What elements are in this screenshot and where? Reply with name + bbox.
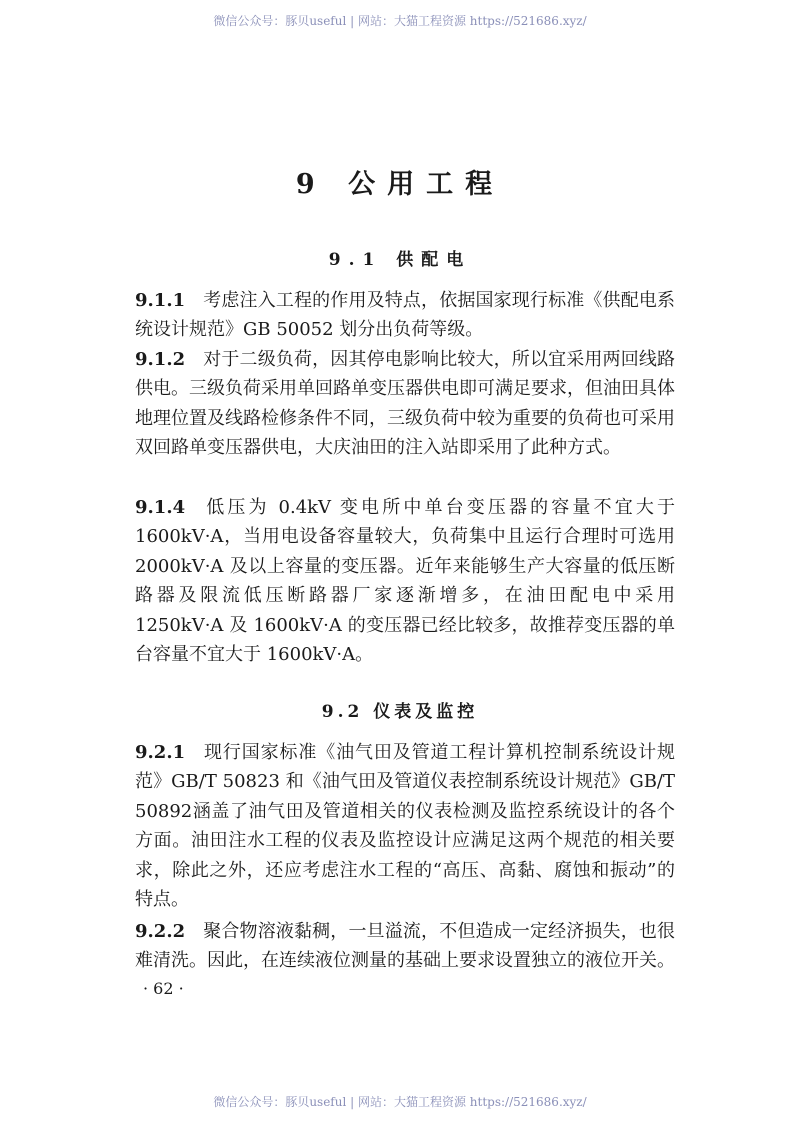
- chapter-title: 9 公用工程: [295, 169, 505, 200]
- clause-number: 9.1.1: [135, 290, 186, 311]
- section-title-9-1: 9.1 供配电: [328, 250, 472, 270]
- page-number: · 62 ·: [143, 979, 184, 998]
- clause-number: 9.1.4: [135, 497, 186, 518]
- clause-text: 聚合物溶液黏稠，一旦溢流，不但造成一定经济损失，也很难清洗。因此，在连续液位测量的基础上要求设置独立的液位开关。: [135, 921, 675, 972]
- clause-text: 低压为 0.4kV 变电所中单台变压器的容量不宜大于 1600kV·A，当用电设备容量较大，负荷集中且运行合理时可选用 2000kV·A 及以上容量的变压器。近年来能够生产大容量的低压断路器及限流低压断路器厂家逐渐增多，在油田配电中采用 1250kV·A 及 1600kV·A 的变压器已经比较多，故推荐变压器的单台容量不宜大于 1600kV·A。: [135, 497, 675, 666]
- clause-9-1-4: [135, 493, 675, 669]
- clause-9-2-1: [135, 738, 675, 914]
- clause-9-1-2: [135, 345, 675, 463]
- clause-9-1-1: [135, 286, 675, 345]
- clause-9-2-2: [135, 917, 675, 976]
- clause-number: 9.2.1: [135, 742, 186, 763]
- watermark-footer: 微信公众号：豚贝useful | 网站：大猫工程资源 https://521686.xyz/: [213, 1095, 587, 1109]
- clause-text: 考虑注入工程的作用及特点，依据国家现行标准《供配电系统设计规范》GB 50052 划分出负荷等级。: [135, 290, 675, 341]
- section-title-9-2: 9.2 仪表及监控: [321, 702, 479, 722]
- clause-text: 对于二级负荷，因其停电影响比较大，所以宜采用两回线路供电。三级负荷采用单回路单变压器供电即可满足要求，但油田具体地理位置及线路检修条件不同，三级负荷中较为重要的负荷也可采用双回路单变压器供电，大庆油田的注入站即采用了此种方式。: [135, 349, 675, 459]
- watermark-header: 微信公众号：豚贝useful | 网站：大猫工程资源 https://521686.xyz/: [213, 14, 587, 28]
- clause-text: 现行国家标准《油气田及管道工程计算机控制系统设计规范》GB/T 50823 和《油气田及管道仪表控制系统设计规范》GB/T 50892涵盖了油气田及管道相关的仪表检测及监控系统设计的各个方面。油田注水工程的仪表及监控设计应满足这两个规范的相关要求，除此之外，还应考虑注水工程的“高压、高黏、腐蚀和振动”的特点。: [135, 742, 675, 911]
- clause-number: 9.1.2: [135, 349, 186, 370]
- clause-number: 9.2.2: [135, 921, 186, 942]
